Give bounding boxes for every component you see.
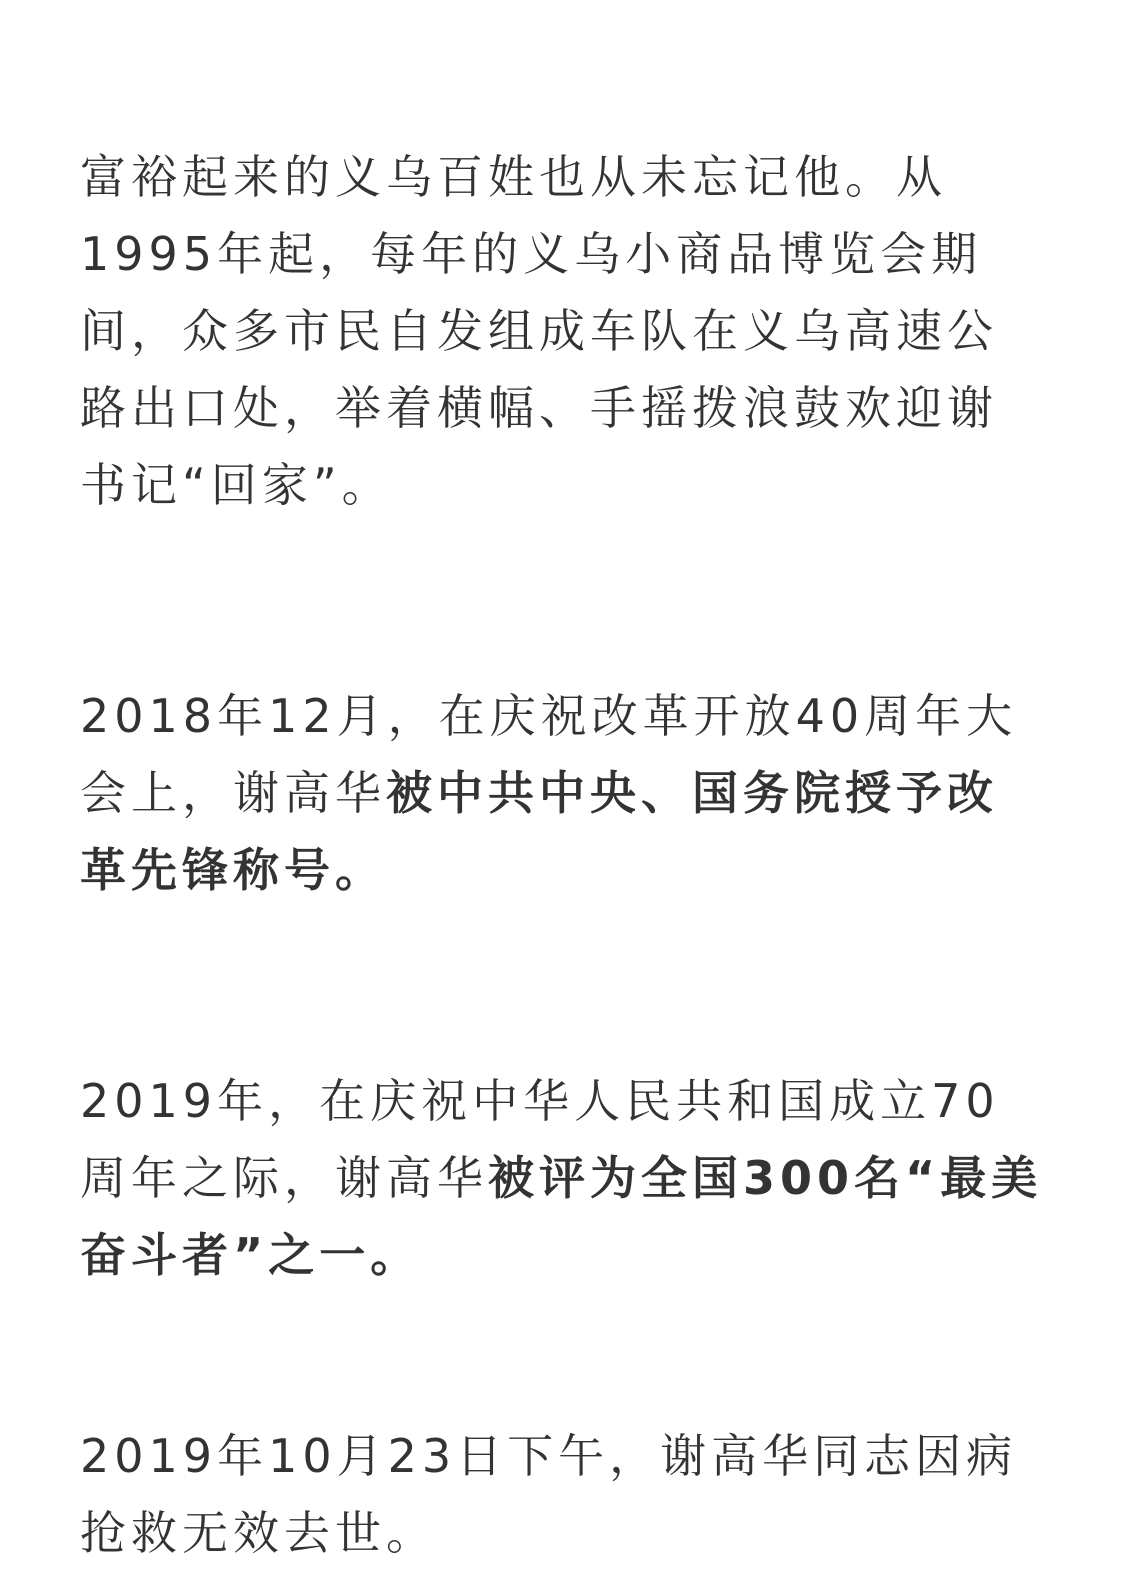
paragraph-spacer (80, 1294, 1046, 1341)
paragraph-passing (80, 1341, 1046, 1572)
paragraph-yiwu-remembrance (80, 62, 1046, 524)
paragraph-reform-pioneer (80, 601, 1046, 909)
paragraph-spacer (80, 524, 1046, 601)
paragraph-most-beautiful-strivers (80, 986, 1046, 1294)
paragraph-bold-text: 被评为全国300名“最美奋斗者”之一。 (80, 1151, 1043, 1282)
paragraph-bold-text: 被中共中央、国务院授予改革先锋称号。 (80, 766, 998, 897)
paragraph-text: 2019年，在庆祝中华人民共和国成立70周年之际，谢高华 (80, 1074, 1000, 1205)
paragraph-spacer (80, 909, 1046, 986)
paragraph-text: 2019年10月23日下午，谢高华同志因病抢救无效去世。 (80, 1429, 1018, 1560)
paragraph-text: 2018年12月，在庆祝改革开放40周年大会上，谢高华 (80, 689, 1018, 820)
article-body (80, 62, 1046, 1572)
paragraph-text: 富裕起来的义乌百姓也从未忘记他。从1995年起，每年的义乌小商品博览会期间，众多市民自发组成车队在义乌高速公路出口处，举着横幅、手摇拨浪鼓欢迎谢书记“回家”。 (80, 150, 998, 512)
